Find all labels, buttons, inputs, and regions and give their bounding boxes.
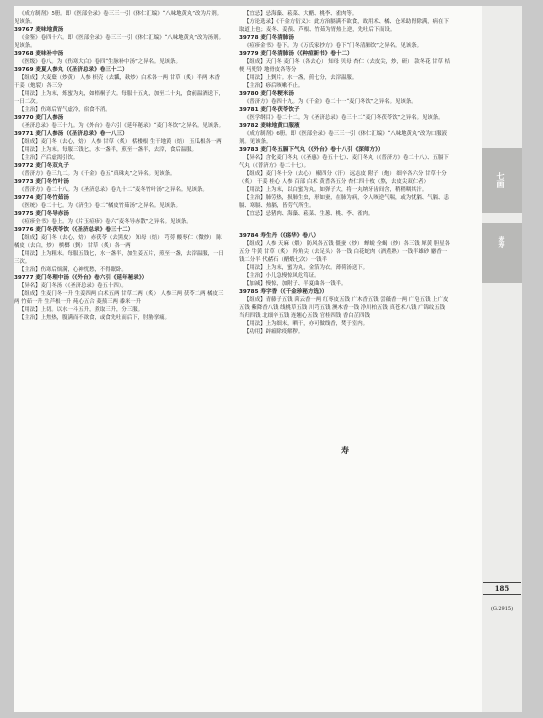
tab-sublabel: 麦寿 xyxy=(497,236,504,248)
entry-heading: 39782 麦味地黄口服液 xyxy=(239,123,300,129)
entry-text: 【用法】上为末。每服三钱匕，水一盏半，煎至一盏半，去滓，食后温服。 xyxy=(19,147,197,153)
entry-text: 《普济方》卷四十九。为《千金》卷二十一“麦门冬饮”之异名。见该条。 xyxy=(244,99,417,105)
entry-heading: 39785 寿字香（《千金珍秘方选》） xyxy=(239,289,328,295)
entry-text: 【宜忌】忌海藻、菘菜、大醋、桃李、雀肉等。 xyxy=(244,11,358,17)
section-spacer xyxy=(239,218,451,232)
entry-heading: 39781 麦门冬茯苓饮子 xyxy=(239,107,300,113)
entry-text: 【组成】麦门冬十分（去心） 椒四分（汗） 远志皮 附子（炮） 细辛各六分 甘草十分（炙） 干姜 桂心 人参 百部 白术 黄耆各五分 杏仁四十枚（熬，去皮尖双仁者） xyxy=(239,171,447,185)
entry-text: 【用法】上为粗末。每服五钱匕，水一盏半，加生姜五片，煎至一盏，去滓温服，一日三次。 xyxy=(14,251,224,265)
section-heading: 寿 xyxy=(341,445,349,455)
entry-text: 《成方制剂》6册。即《医部全录》卷三三一引《体仁汇编》“八味地黄丸”改为口服液剂。见该条。 xyxy=(239,131,448,145)
entry-text: 【主治】肺劳热，损肺生虫，形如蚕，在肺为病，令人咳逆气喘，或为忧膈、气膈、恚膈、寒膈、热膈，皆劳气所生。 xyxy=(239,195,449,209)
entry-heading: 39770 麦门人参汤 xyxy=(14,115,64,121)
entry-heading: 39772 麦门冬双丸子 xyxy=(14,163,69,169)
entry-heading: 39768 麦味补中汤 xyxy=(14,51,64,57)
entry-text: 【主治】产后虚渴引饮。 xyxy=(19,155,79,161)
left-column xyxy=(14,10,226,322)
entry-text: 【方论选录】《千金方衍义》：此方治膈满不欲食，故用术、橘、仓米助胃除满，病在下取道上也；麦冬、姜蓣、芦根、竹茹为胃热上逆，先吐后下而设。 xyxy=(239,19,449,33)
entry-heading: 39769 麦夏人参丸（《圣济总录》卷三十二） xyxy=(14,67,128,73)
entry-text: 【异名】麦门冬汤（《圣济总录》卷五十四）。 xyxy=(19,283,127,289)
entry-heading: 39779 麦门冬清肺汤（《种痘新书》卷十二） xyxy=(239,51,353,57)
entry-text: 【主治】小儿急慢惊风危笃证。 xyxy=(244,273,320,279)
entry-text: 【主治】上焦热，腹满而不欲食，或食先吐而后下，肘胁挛痛。 xyxy=(19,315,170,321)
entry-heading: 39778 麦门冬清肺汤 xyxy=(239,35,294,41)
entry-heading: 39784 寿生丹（《疡华》卷八） xyxy=(239,233,320,239)
entry-text: 【用法】上为细末，晒干，亦可做线香，焚于室内。 xyxy=(244,321,368,327)
entry-text: 《成方制剂》5册。即《医部全录》卷三三一引《体仁汇编》“八味地黄丸”改为片剂。见该条。 xyxy=(14,11,223,25)
entry-text: 【组成】麦门冬（去心，焙） 赤茯苓（去黑皮） 知母（焙） 芎䓖 酸枣仁（微炒） 陈橘皮（去白，炒） 槟榔（剉） 甘草（炙）各一两 xyxy=(14,235,222,249)
entry-text: 【用法】上剉片。水一盏，煎七分，去滓温服。 xyxy=(244,75,358,81)
entry-text: 【功用】辟瘟除疫解秽。 xyxy=(244,329,304,335)
entry-text: 【主治】伤寒后烦满，心神忧愁，不得眠卧。 xyxy=(19,267,127,273)
entry-heading: 39783 麦门冬五膈下气丸（《外台》卷十八引《深师方》） xyxy=(239,147,384,153)
entry-text: 【组成】生麦门冬一升 生姜四两 白术五两 甘草二两（炙） 人参三两 茯苓二两 橘皮三两 竹茹一升 生芦根一升 莼心五合 菱蓣三两 黍米一升 xyxy=(14,291,224,305)
entry-text: 【用法】上为末，蜜为丸，金箔为衣。薄荷汤送下。 xyxy=(244,265,368,271)
entry-text: 【宜忌】忌猪肉、海藻、菘菜、生葱、桃、李、雀肉。 xyxy=(244,211,374,217)
entry-heading: 39774 麦门冬竹茹汤 xyxy=(14,195,69,201)
entry-text: 《医级》卷八。为《伤寒大白》卷四“生脉补中汤”之异名。见该条。 xyxy=(19,59,181,65)
entry-text: 【用法】上为末，炼蜜为丸，如梧桐子大。每服十五丸，加至二十丸，食前温酒送下，一日二次。 xyxy=(14,91,224,105)
right-column xyxy=(239,10,451,336)
page-code: (G.2915) xyxy=(490,606,514,612)
entry-heading: 39775 麦门冬导赤汤 xyxy=(14,211,69,217)
entry-text: 《圣济总录》卷三十九。为《外台》卷六引《延年秘录》“麦门冬饮”之异名。见该条。 xyxy=(19,123,224,129)
entry-heading: 39767 麦味地黄汤 xyxy=(14,27,64,33)
entry-text: 《医统》卷二十七。为《济生》卷二“橘皮竹茹汤”之异名。见该条。 xyxy=(19,203,181,209)
entry-text: 【主治】痧后咳嗽不止。 xyxy=(244,83,304,89)
entry-text: 《痘疹金书》卷下。为《万氏家抄方》卷下“门冬清肺饮”之异名。见该条。 xyxy=(244,43,423,49)
entry-text: 【组成】天门冬 麦门冬（各去心） 知母 贝母 杏仁（去皮尖，炒，研） 款冬花 甘草 桔梗 马兜铃 地骨皮各等分 xyxy=(239,59,451,73)
entry-text: 【组成】青藤子五钱 茴云香一两 红枣皮五钱 广木香五钱 尝薇香一两 广皂五钱 上广皮五钱 紫降香八钱 线桃草五钱 川芎五钱 澳木香一钱 净川柏五钱 真苍术八钱 广锦纹五钱 当归四钱 北细辛五钱 连翘心五钱 官桂四钱 香白芷四钱 xyxy=(239,297,449,319)
entry-text: 【组成】麦门冬（去心，焙） 人参 甘草（炙） 栝楼根 生干地黄（焙） 玉瓜根各一两 xyxy=(19,139,222,145)
entry-text: 【加减】慢惊，加附子、半夏曲各一钱半。 xyxy=(244,281,347,287)
entry-heading: 39777 麦门冬理中汤（《外台》卷六引《延年秘录》） xyxy=(14,275,148,281)
entry-heading: 39771 麦门人参汤（《圣济总录》卷一八三） xyxy=(14,131,128,137)
entry-text: 【异名】含化麦门冬丸（《圣惠》卷五十七）、麦门冬丸（《普济方》卷二十八）、五膈下气丸（《普济方》卷二十七）。 xyxy=(239,155,449,169)
entry-text: 【组成】大麦蘖（炒黄） 人参 枳壳（去瓤，麸炒）白术各一两 甘草（炙）半两 木香 干姜（炮裂）各三分 xyxy=(14,75,220,89)
entry-heading: 39780 麦门冬粳米汤 xyxy=(239,91,294,97)
entry-text: 【主治】伤寒后胃气虚冷，宿食不消。 xyxy=(19,107,111,113)
entry-text: 【用法】上为末，以白蜜为丸，如弹子大，将一丸纳牙齿间含，稍稍咽其汁。 xyxy=(244,187,428,193)
entry-text: 【组成】人参 天麻（煨） 防风各五钱 僵蚕（炒） 蝉蜕 全蝎（炒）各三钱 犀黄 胆星各五分 牛黄 甘草（炙） 羚角尖（去足头）各一钱 白花蛇肉（酒煮熟）一钱半雄砂 麝香一钱二分半 代赭石（醋煅七次）一钱半 xyxy=(239,241,451,263)
page-number: 185 xyxy=(483,582,521,595)
entry-text: 《金鉴》卷四十六。即《医部全录》卷三三一引《体仁汇编》“八味地黄丸”改为汤剂。见该条。 xyxy=(14,35,224,49)
entry-text: 【用法】上切。以水一斗五升，煮取三升，分三服。 xyxy=(19,307,143,313)
entry-heading: 39776 麦门冬茯苓饮（《圣济总录》卷三十二） xyxy=(14,227,134,233)
entry-text: 《普济方》卷二十八。为《圣济总录》卷九十二“麦冬竹叶汤”之异名。见该条。 xyxy=(19,187,208,193)
subsection-tab xyxy=(482,223,522,283)
entry-text: 《普济方》卷三九二。为《千金》卷五“真珠丸”之异名。见该条。 xyxy=(19,171,176,177)
entry-text: 《痘疹全书》卷上。为《片玉痘疹》卷六“麦冬导赤散”之异名。见该条。 xyxy=(19,219,192,225)
entry-text: 《医学纲目》卷二十二。为《圣济总录》卷三十二“麦门冬茯苓饮”之异名。见该条。 xyxy=(244,115,444,121)
tab-label: 七画 xyxy=(496,172,506,188)
entry-heading: 39773 麦门冬竹叶汤 xyxy=(14,179,69,185)
